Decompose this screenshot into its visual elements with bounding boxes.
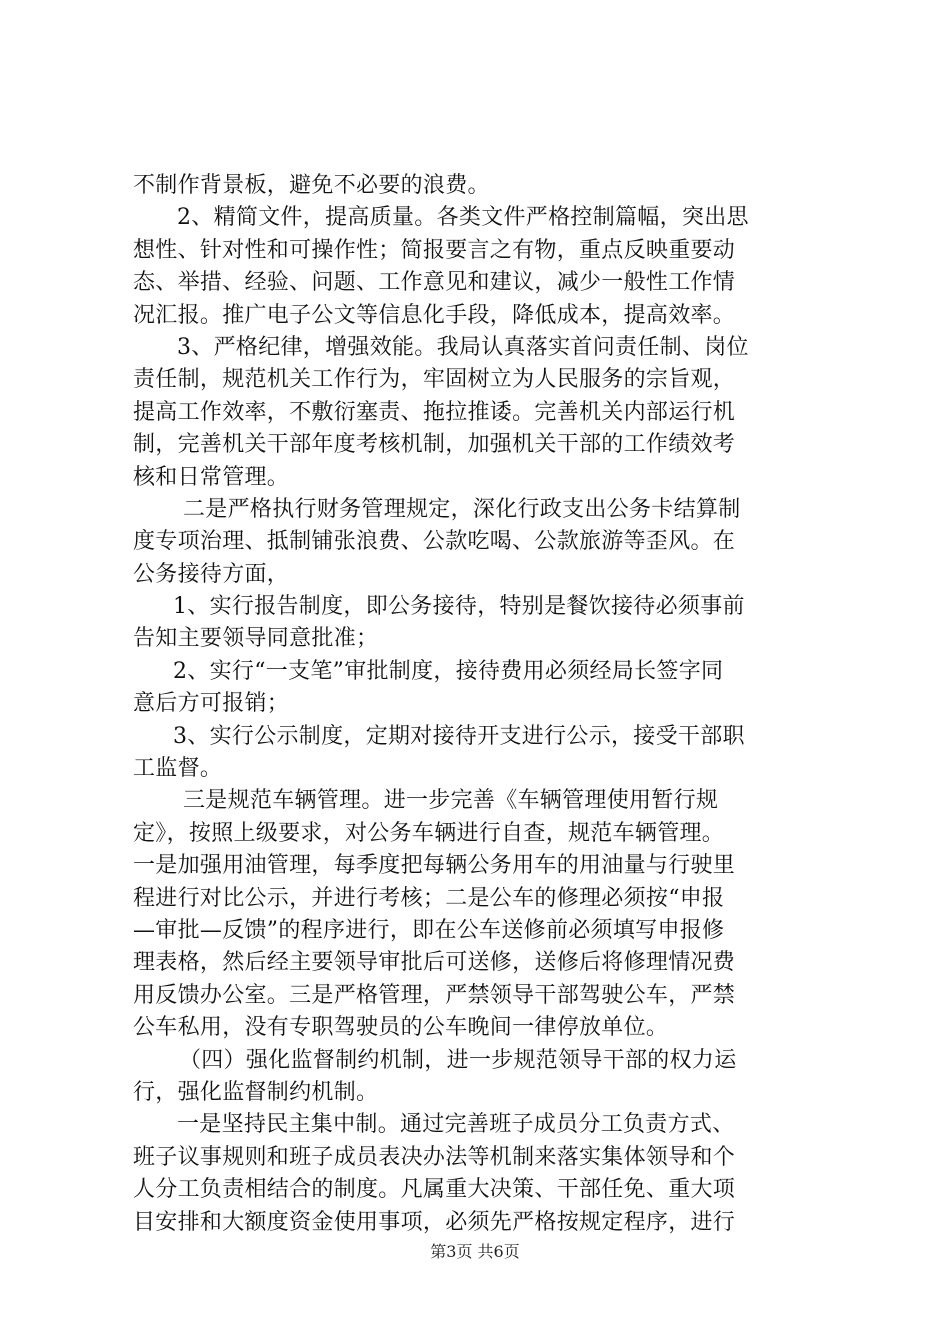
- text-line: 核和日常管理。: [133, 464, 290, 490]
- text-line: 三是规范车辆管理。进一步完善《车辆管理使用暂行规: [183, 788, 719, 814]
- text-line: 2、实行“一支笔”审批制度，接待费用必须经局长签字同: [173, 658, 724, 684]
- text-line: —审批—反馈”的程序进行，即在公车送修前必须填写申报修: [133, 917, 725, 943]
- text-line: 不制作背景板，避免不必要的浪费。: [133, 173, 490, 198]
- text-line: 公车私用，没有专职驾驶员的公车晚间一律停放单位。: [133, 1015, 669, 1041]
- text-line: 态、举措、经验、问题、工作意见和建议，减少一般性工作情: [133, 270, 736, 296]
- text-line: 3、实行公示制度，定期对接待开支进行公示，接受干部职: [173, 723, 745, 749]
- text-line: 用反馈办公室。三是严格管理，严禁领导干部驾驶公车，严禁: [133, 982, 736, 1008]
- text-line: 一是加强用油管理，每季度把每辆公务用车的用油量与行驶里: [133, 853, 736, 879]
- text-line: 2、精简文件，提高质量。各类文件严格控制篇幅，突出思: [177, 205, 749, 231]
- text-line: 告知主要领导同意批准；: [133, 626, 379, 652]
- text-line: 班子议事规则和班子成员表决办法等机制来落实集体领导和个: [133, 1144, 736, 1170]
- text-line: 1、实行报告制度，即公务接待，特别是餐饮接待必须事前: [173, 594, 745, 620]
- document-body: [133, 170, 833, 1239]
- text-line: 程进行对比公示，并进行考核；二是公车的修理必须按“申报: [133, 885, 725, 911]
- text-line: 一是坚持民主集中制。通过完善班子成员分工负责方式、: [177, 1112, 735, 1138]
- text-line: 公务接待方面，: [133, 561, 290, 587]
- text-line: 工监督。: [133, 756, 223, 782]
- text-line: 想性、针对性和可操作性；简报要言之有物，重点反映重要动: [133, 237, 736, 263]
- text-line: 行，强化监督制约机制。: [133, 1079, 379, 1105]
- text-line: 二是严格执行财务管理规定，深化行政支出公务卡结算制: [183, 496, 741, 522]
- text-line: 提高工作效率，不敷衍塞责、拖拉推诿。完善机关内部运行机: [133, 399, 736, 425]
- text-line: 人分工负责相结合的制度。凡属重大决策、干部任免、重大项: [133, 1177, 736, 1203]
- text-line: 3、严格纪律，增强效能。我局认真落实首问责任制、岗位: [177, 334, 749, 360]
- text-line: 理表格，然后经主要领导审批后可送修，送修后将修理情况费: [133, 950, 736, 976]
- text-line: 制，完善机关干部年度考核机制，加强机关干部的工作绩效考: [133, 432, 736, 458]
- text-line: 责任制，规范机关工作行为，牢固树立为人民服务的宗旨观，: [133, 367, 736, 393]
- text-line: 度专项治理、抵制铺张浪费、公款吃喝、公款旅游等歪风。在: [133, 529, 736, 555]
- text-line: 意后方可报销；: [133, 691, 290, 717]
- text-line: 定》，按照上级要求，对公务车辆进行自查，规范车辆管理。: [133, 820, 725, 846]
- text-line: 况汇报。推广电子公文等信息化手段，降低成本，提高效率。: [133, 302, 736, 328]
- text-line: 目安排和大额度资金使用事项，必须先严格按规定程序，进行: [133, 1209, 736, 1235]
- page-number-footer: 第3页 共6页: [430, 1242, 520, 1261]
- text-line: （四）强化监督制约机制，进一步规范领导干部的权力运: [179, 1047, 737, 1073]
